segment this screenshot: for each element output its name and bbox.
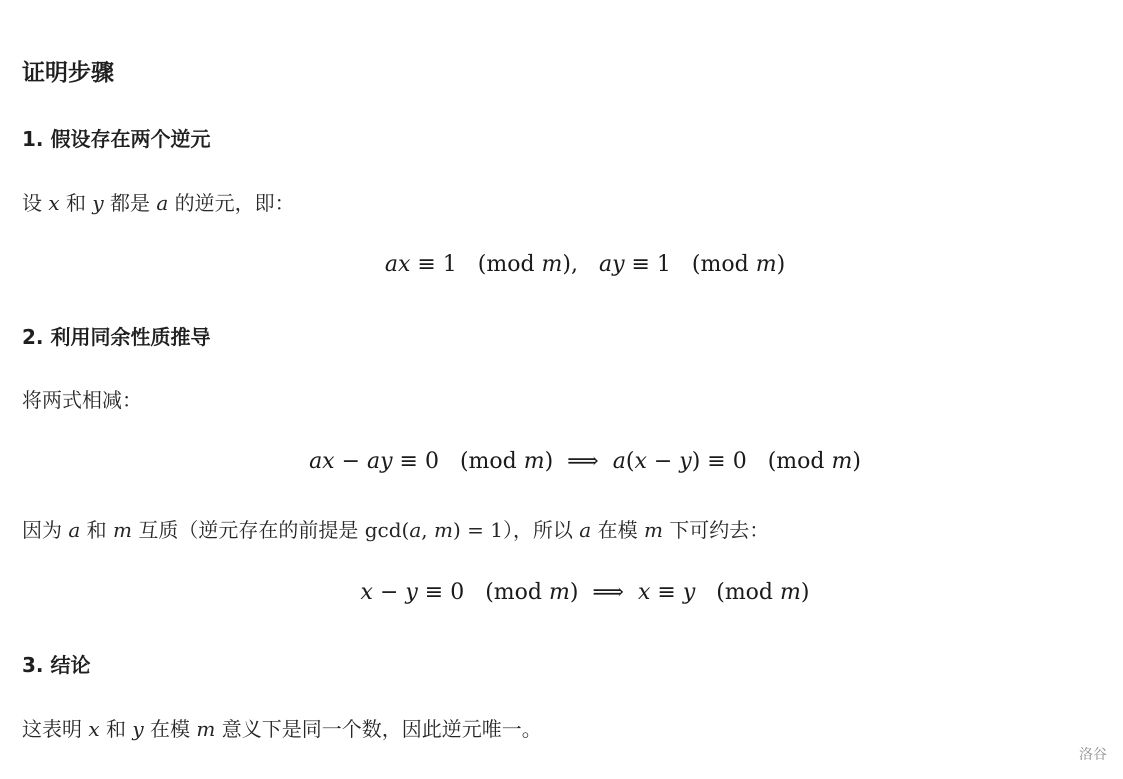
math-var: m (433, 518, 453, 542)
math-op: ( (625, 449, 635, 474)
math-func: gcd( (364, 518, 410, 542)
math-var: y (405, 580, 418, 605)
step1-text (22, 187, 295, 216)
math-term: ax (384, 252, 411, 277)
math-var: a (579, 518, 592, 542)
equation-subtraction (0, 449, 1123, 474)
step1-heading: 1. 假设存在两个逆元 (22, 127, 211, 151)
text-segment: ），所以 (502, 518, 580, 542)
math-op: ) (852, 449, 861, 474)
math-op: ≡ 0 (mod (417, 580, 549, 605)
math-op: ≡ 0 (mod (392, 449, 524, 474)
equation-cancellation (0, 580, 1123, 605)
math-op: ≡ 1 (mod (410, 252, 542, 277)
step2-heading: 2. 利用同余性质推导 (22, 325, 211, 349)
step3-heading: 3. 结论 (22, 653, 91, 677)
text-segment: 都是 (103, 191, 157, 215)
math-var: m (523, 449, 545, 474)
math-var: y (679, 449, 692, 474)
math-var: m (755, 252, 777, 277)
math-var: x (360, 580, 373, 605)
text-segment: 下可约去： (662, 518, 770, 542)
math-var: x (637, 580, 651, 605)
math-var: x (88, 717, 100, 741)
math-term: ax (309, 449, 335, 474)
page-title: 证明步骤 (22, 60, 114, 86)
math-var: m (196, 717, 216, 741)
math-op: − (372, 580, 406, 605)
math-op: , (421, 518, 434, 542)
math-term: ay (367, 449, 393, 474)
math-op: ) = 1 (452, 518, 503, 542)
math-var: m (541, 252, 563, 277)
math-op: ) (776, 252, 786, 277)
math-var: y (132, 717, 144, 741)
math-var: a (156, 191, 169, 215)
conclusion-text (22, 713, 542, 742)
math-var: m (831, 449, 853, 474)
text-segment: 在模 (143, 717, 197, 741)
text-segment: 和 (80, 518, 114, 542)
math-var: y (92, 191, 104, 215)
math-var: x (634, 449, 647, 474)
text-segment: 在模 (591, 518, 644, 542)
text-segment: 意义下是同一个数，因此逆元唯一。 (215, 717, 542, 741)
text-segment: 和 (99, 717, 133, 741)
math-op: − (334, 449, 368, 474)
math-var: y (682, 580, 696, 605)
math-var: a (409, 518, 422, 542)
text-segment: 因为 (22, 518, 69, 542)
math-op: (mod (695, 580, 780, 605)
equation-inverse-definitions (0, 252, 1123, 277)
text-segment: 的逆元，即： (168, 191, 295, 215)
math-op: ) ⟹ (544, 449, 613, 474)
math-var: m (780, 580, 801, 605)
text-segment: 互质（逆元存在的前提是 (131, 518, 365, 542)
math-var: m (113, 518, 132, 542)
text-segment: 和 (59, 191, 93, 215)
text-segment: 这表明 (22, 717, 89, 741)
step2-intro: 将两式相减： (22, 388, 142, 412)
math-op: ≡ 1 (mod (624, 252, 756, 277)
math-var: a (68, 518, 81, 542)
coprime-statement (22, 514, 769, 543)
math-var: m (548, 580, 570, 605)
math-var: a (612, 449, 626, 474)
math-op: ) (800, 580, 810, 605)
math-op: ) ⟹ (569, 580, 638, 605)
math-var: m (643, 518, 663, 542)
math-op: ), (562, 252, 599, 277)
math-term: ay (598, 252, 625, 277)
math-var: x (48, 191, 60, 215)
text-segment: 设 (22, 191, 49, 215)
math-op: ) ≡ 0 (mod (691, 449, 832, 474)
math-op: ≡ (650, 580, 683, 605)
luogu-watermark: 洛谷 (1079, 747, 1107, 763)
math-op: − (646, 449, 680, 474)
